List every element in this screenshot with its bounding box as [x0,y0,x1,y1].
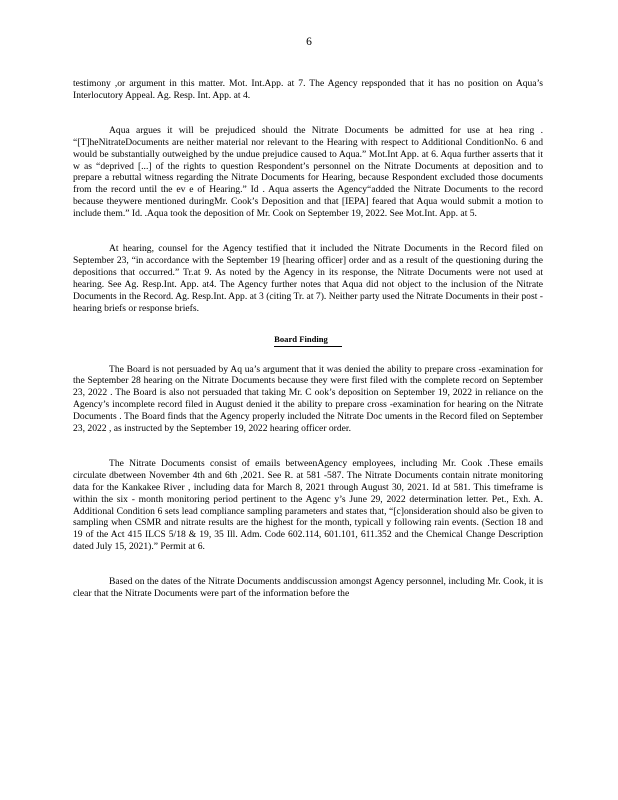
paragraph-nitrate-documents: The Nitrate Documents consist of emails betweenAgency employees, including Mr. Cook .These emails circulate dbetween November 4th and 6th ,2021. See R. at 581 -587. The Nitrate Documents contain nitrate monitoring data for the Kankakee River , including data for March 8, 2021 through August 30, 2021. Id at 581. This timeframe is within the six - month monitoring period pertinent to the Agenc y’s June 29, 2022 determination letter. Pet., Exh. A. Additional Condition 6 sets lead compliance sampling parameters and states that, “[c]onsideration should also be given to sampling when CSMR and nitrate results are the highest for the month, typicall y following rain events. (Section 18 and 19 of the Act 415 ILCS 5/18 & 19, 35 Ill. Adm. Code 602.114, 601.101, 611.352 and the Chemical Change Description dated July 15, 2021).” Permit at 6. [73,457,543,553]
document-body [73,78,543,600]
page-number: 6 [306,36,312,48]
paragraph-based-on-dates: Based on the dates of the Nitrate Documents anddiscussion amongst Agency personnel, including Mr. Cook, it is clear that the Nitrate Documents were part of the information before the [73,576,543,600]
paragraph-testimony: testimony ,or argument in this matter. Mot. Int.App. at 7. The Agency repsponded that it has no position on Aqua’s Interlocutory Appeal. Ag. Resp. Int. App. at 4. [73,78,543,101]
section-heading-text: Board Finding [274,334,342,347]
section-heading [73,334,543,347]
paragraph-at-hearing: At hearing, counsel for the Agency testified that it included the Nitrate Documents in the Record filed on September 23, “in accordance with the September 19 [hearing officer] order and as a result of the questioning during the depositions that occurred.” Tr.at 9. As noted by the Agency in its response, the Nitrate Documents were not used at hearing. See Ag. Resp.Int. App. at4. The Agency further notes that Aqua did not object to the inclusion of the Nitrate Documents in the Record. Ag. Resp.Int. App. at 3 (citing Tr. at 7). Neither party used the Nitrate Documents in their post -hearing briefs or response briefs. [73,243,543,314]
paragraph-board-not-persuaded: The Board is not persuaded by Aq ua’s argument that it was denied the ability to prepare cross -examination for the September 28 hearing on the Nitrate Documents because they were first filed with the complete record on September 23, 2022 . The Board is also not persuaded that taking Mr. C ook’s deposition on September 19, 2022 in reliance on the Agency’s incomplete record filed in August denied it the ability to prepare cross -examination for hearing on the Nitrate Documents . The Board finds that the Agency properly included the Nitrate Doc uments in the Record filed on September 23, 2022 , as instructed by the September 19, 2022 hearing officer order. [73,363,543,435]
paragraph-aqua-argues: Aqua argues it will be prejudiced should the Nitrate Documents be admitted for use at hea ring . “[T]heNitrateDocuments are neither material nor relevant to the Hearing with respect to Additional ConditionNo. 6 and would be substantially outweighed by the undue prejudice caused to Aqua.” Mot.Int App. at 6. Aqua further asserts that it w as “deprived [...] of the rights to question Respondent’s personnel on the Nitrate Documents at deposition and to prepare a rebuttal witness regarding the Nitrate Documents for Hearing, because Respondent excluded those documents from the record until the ev e of Hearing.” Id . Aqua asserts the Agency“added the Nitrate Documents to the record because theywere mentioned duringMr. Cook’s Deposition and that [IEPA] feared that Aqua would submit a motion to include them.” Id. .Aqua took the deposition of Mr. Cook on September 19, 2022. See Mot.Int. App. at 5. [73,124,543,220]
